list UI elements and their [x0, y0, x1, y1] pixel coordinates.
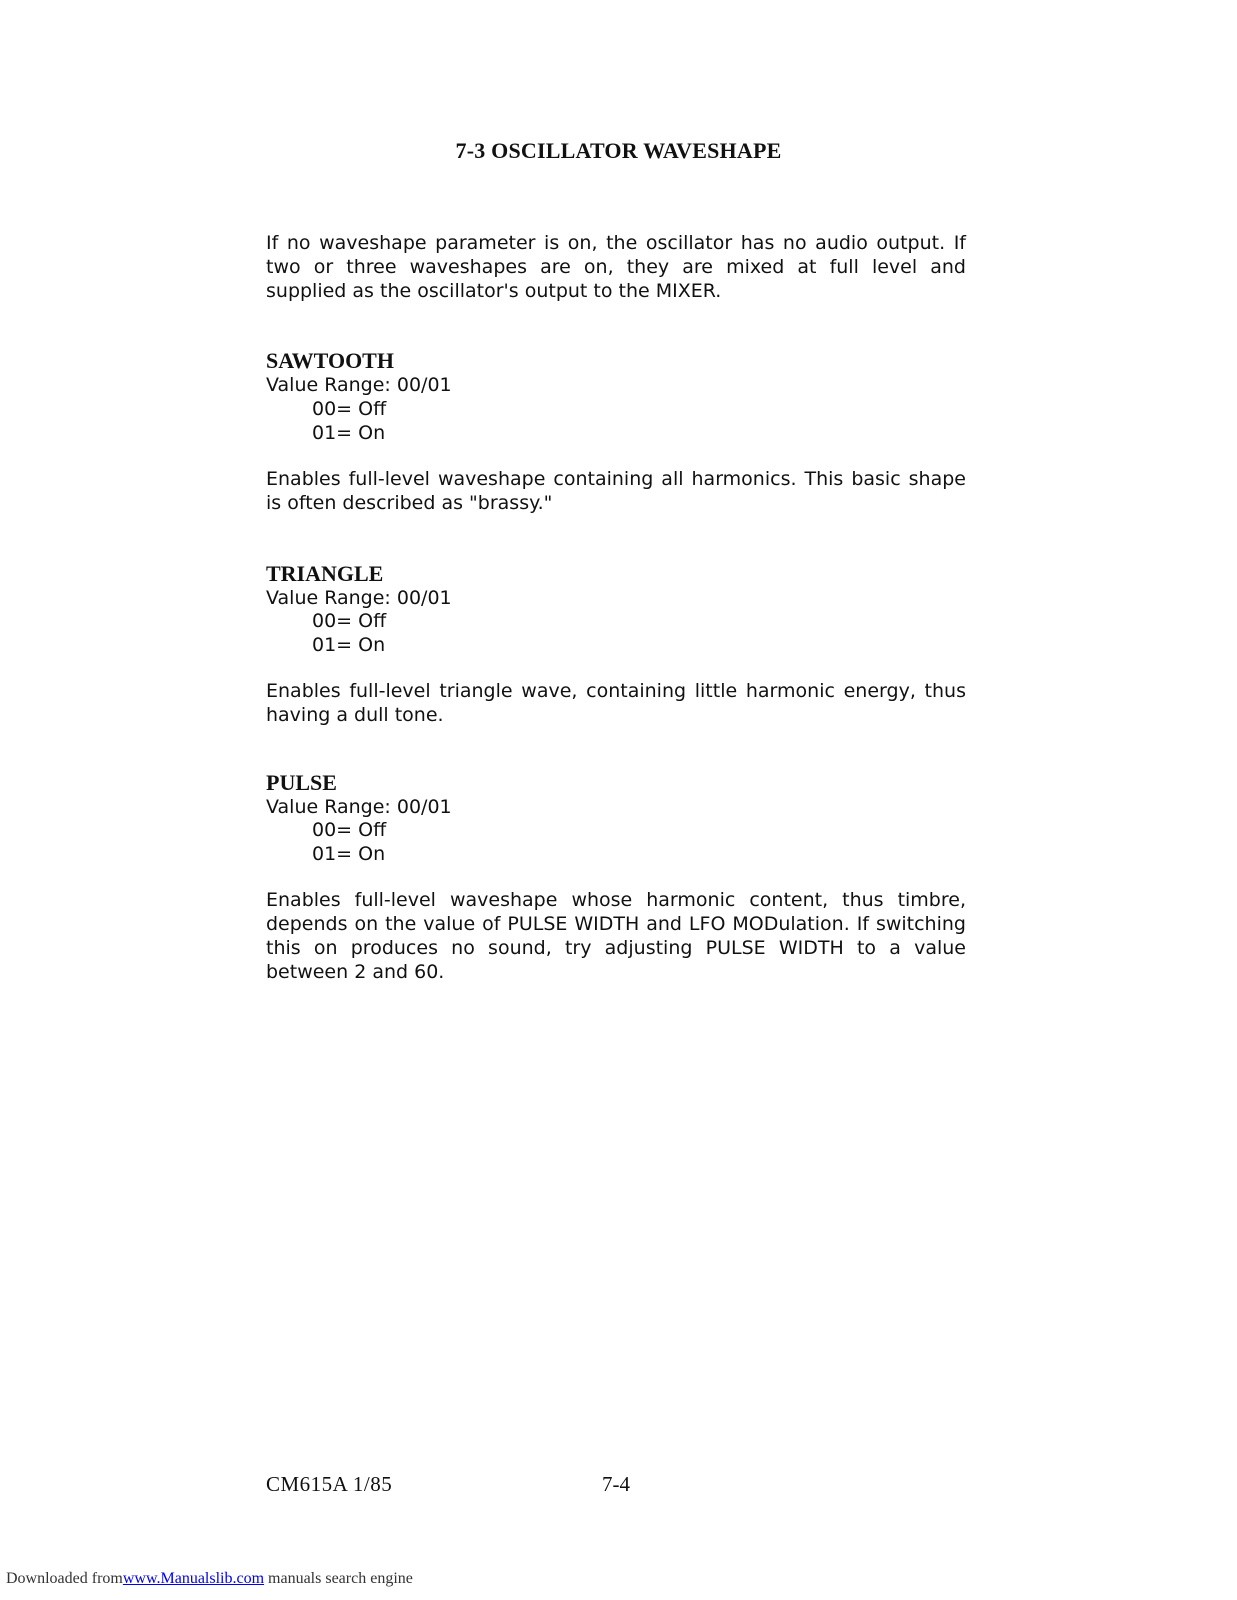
value-off-triangle: 00= Off — [312, 610, 387, 632]
footer-page-number: 7-4 — [602, 1472, 630, 1496]
value-range-sawtooth: Value Range: 00/01 — [266, 374, 452, 396]
description-pulse: Enables full-level waveshape whose harmonic content, thus timbre, depends on the value of PULSE WIDTH and LFO MODulation. If switching this on produces no sound, try adjusting PULSE WIDTH to a value between 2 and 60. — [266, 889, 966, 983]
value-on-sawtooth: 01= On — [312, 422, 386, 444]
section-heading-sawtooth: SAWTOOTH — [266, 348, 394, 373]
description-triangle: Enables full-level triangle wave, containing little harmonic energy, thus having a dull tone. — [266, 680, 966, 726]
section-heading-triangle: TRIANGLE — [266, 561, 384, 586]
download-prefix: Downloaded from — [6, 1570, 123, 1587]
download-suffix: manuals search engine — [264, 1570, 413, 1587]
value-off-sawtooth: 00= Off — [312, 398, 387, 420]
section-heading-pulse: PULSE — [266, 770, 337, 795]
footer-doc-code: CM615A 1/85 — [266, 1472, 393, 1496]
intro-paragraph: If no waveshape parameter is on, the oscillator has no audio output. If two or three waveshapes are on, they are mixed at full level and supplied as the oscillator's output to the MIXER. — [266, 232, 966, 302]
value-off-pulse: 00= Off — [312, 819, 387, 841]
value-on-pulse: 01= On — [312, 843, 386, 865]
description-sawtooth: Enables full-level waveshape containing all harmonics. This basic shape is often described as "brassy." — [266, 468, 966, 514]
value-range-pulse: Value Range: 00/01 — [266, 796, 452, 818]
value-range-triangle: Value Range: 00/01 — [266, 587, 452, 609]
manualslib-link[interactable]: www.Manualslib.com — [122, 1570, 265, 1587]
value-on-triangle: 01= On — [312, 634, 386, 656]
page-title: 7-3 OSCILLATOR WAVESHAPE — [455, 138, 782, 163]
download-footer — [6, 1570, 413, 1588]
